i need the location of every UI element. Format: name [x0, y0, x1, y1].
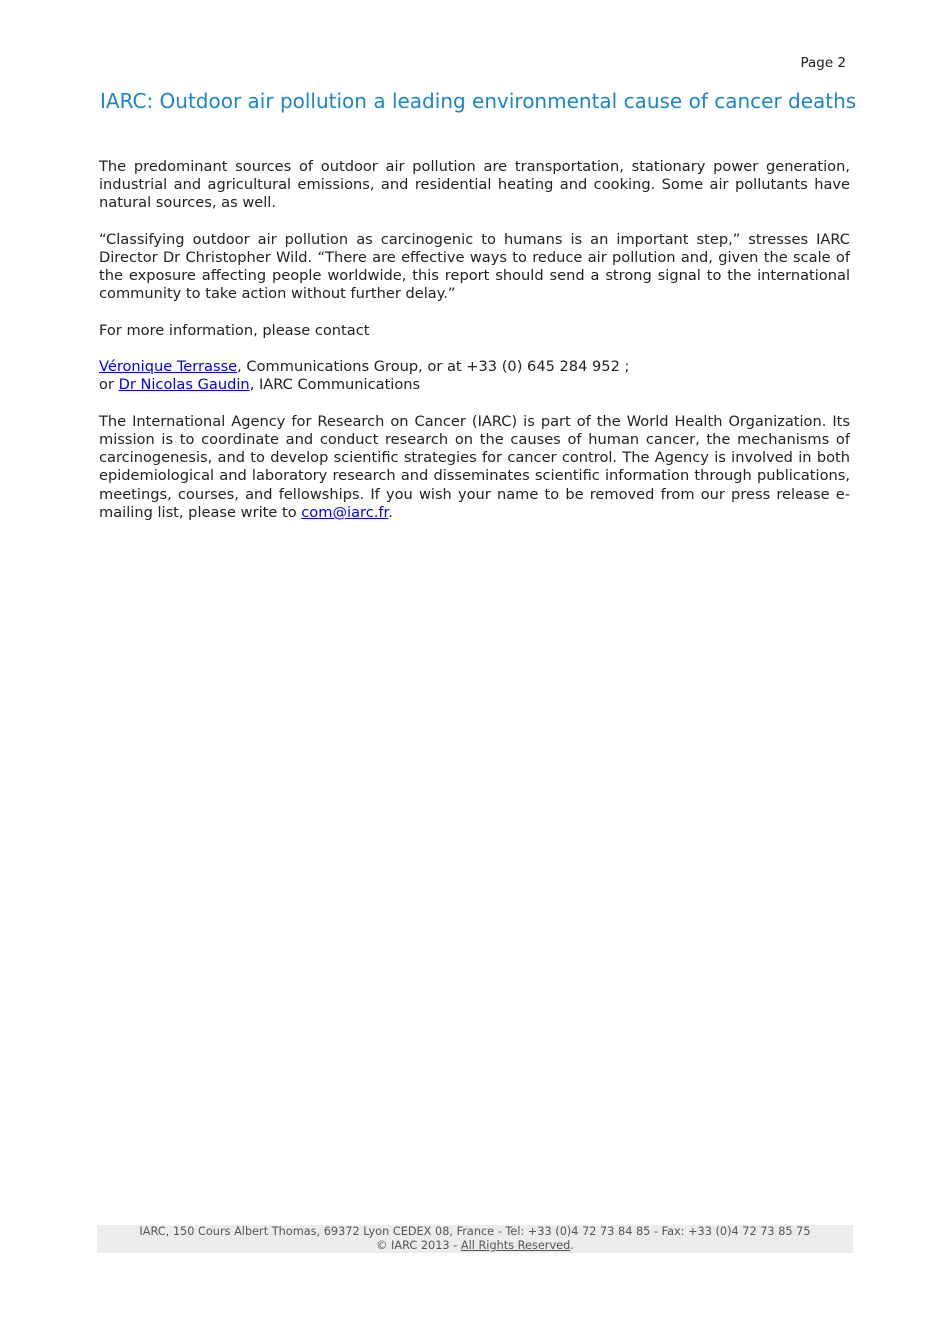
press-release-body: [99, 158, 850, 540]
contact-intro: For more information, please contact: [99, 321, 370, 339]
contact-link-nicolas-gaudin[interactable]: Dr Nicolas Gaudin: [118, 376, 250, 394]
rights-reserved-link[interactable]: All Rights Reserved: [460, 1239, 571, 1252]
about-text: The International Agency for Research on Cancer (IARC) is part of the World Health Organization. Its mission is to coordinate and conduct research on the causes of human cancer, the mechanisms of carcinogenesis, and to develop scientific strategies for cancer control. The Agency is involved in both epidemiological and laboratory research and disseminates scientific information through publications, meetings, courses, and fellowships. If you wish your name to be removed from our press release e-mailing list, please write to: [99, 412, 850, 521]
footer-copyright: © IARC 2013 -: [376, 1239, 461, 1252]
page-title: IARC: Outdoor air pollution a leading environmental cause of cancer deaths: [100, 89, 857, 113]
contact-block: [99, 358, 850, 394]
page-footer: [97, 1225, 853, 1253]
footer-rights-end: .: [570, 1239, 574, 1252]
director-quote-paragraph: “Classifying outdoor air pollution as carcinogenic to humans is an important step,” stresses IARC Director Dr Christopher Wild. “There are effective ways to reduce air pollution and, given the scale of the exposure affecting people worldwide, this report should send a strong signal to the international community to take action without further delay.”: [99, 230, 850, 303]
contact-link-veronique-terrasse[interactable]: Véronique Terrasse: [99, 358, 238, 376]
page-number: Page 2: [800, 55, 846, 71]
contact1-details: , Communications Group, or at +33 (0) 645 284 952 ;: [237, 358, 630, 376]
email-link[interactable]: com@iarc.fr: [301, 503, 389, 521]
footer-copyright-line: [97, 1239, 853, 1253]
about-end: .: [388, 503, 393, 521]
about-iarc-paragraph: [99, 413, 850, 522]
contact2-details: , IARC Communications: [249, 376, 421, 394]
sources-paragraph: The predominant sources of outdoor air pollution are transportation, stationary power generation, industrial and agricultural emissions, and residential heating and cooking. Some air pollutants have natural sources, as well.: [99, 158, 850, 212]
footer-address: IARC, 150 Cours Albert Thomas, 69372 Lyon CEDEX 08, France - Tel: +33 (0)4 72 73 84 85 - Fax: +33 (0)4 72 73 85 75: [139, 1225, 811, 1238]
contact2-prefix: or: [99, 376, 119, 394]
